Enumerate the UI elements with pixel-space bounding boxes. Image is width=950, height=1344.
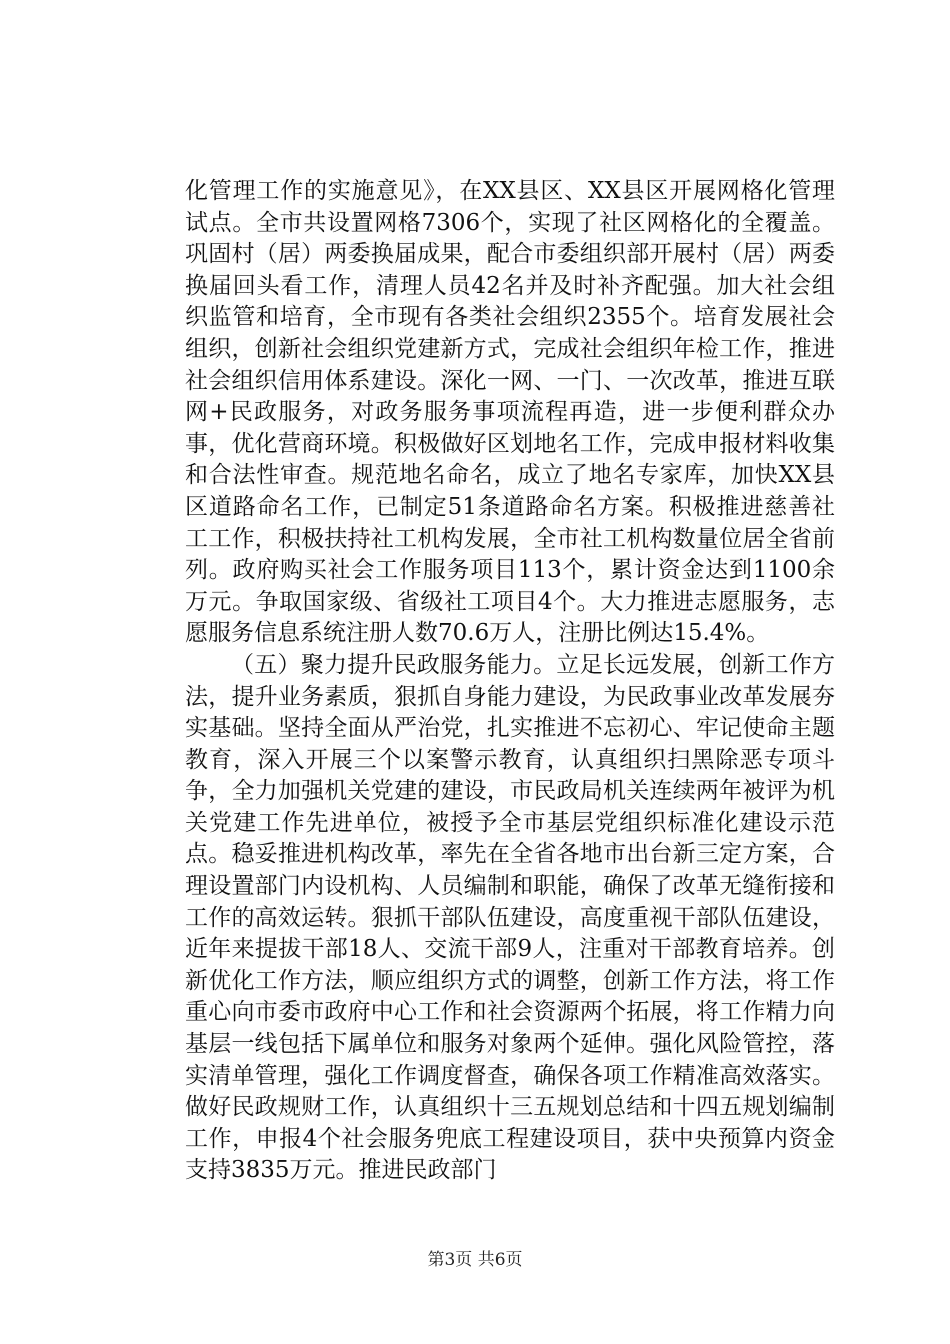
document-body	[185, 176, 835, 1187]
page-number-footer: 第3页 共6页	[427, 1250, 523, 1270]
paragraph-continued: 化管理工作的实施意见》，在XX县区、XX县区开展网格化管理试点。全市共设置网格7306个，实现了社区网格化的全覆盖。巩固村（居）两委换届成果，配合市委组织部开展村（居）两委换届回头看工作，清理人员42名并及时补齐配强。加大社会组织监管和培育，全市现有各类社会组织2355个。培育发展社会组织，创新社会组织党建新方式，完成社会组织年检工作，推进社会组织信用体系建设。深化一网、一门、一次改革，推进互联网+民政服务，对政务服务事项流程再造，进一步便利群众办事，优化营商环境。积极做好区划地名工作，完成申报材料收集和合法性审查。规范地名命名，成立了地名专家库，加快XX县区道路命名工作，已制定51条道路命名方案。积极推进慈善社工工作，积极扶持社工机构发展，全市社工机构数量位居全省前列。政府购买社会工作服务项目113个，累计资金达到1100余万元。争取国家级、省级社工项目4个。大力推进志愿服务，志愿服务信息系统注册人数70.6万人，注册比例达15.4%。	[185, 178, 835, 647]
paragraph-section-five: （五）聚力提升民政服务能力。立足长远发展，创新工作方法，提升业务素质，狠抓自身能力建设，为民政事业改革发展夯实基础。坚持全面从严治党，扎实推进不忘初心、牢记使命主题教育，深入开展三个以案警示教育，认真组织扫黑除恶专项斗争，全力加强机关党建的建设，市民政局机关连续两年被评为机关党建工作先进单位，被授予全市基层党组织标准化建设示范点。稳妥推进机构改革，率先在全省各地市出台新三定方案，合理设置部门内设机构、人员编制和职能，确保了改革无缝衔接和工作的高效运转。狠抓干部队伍建设，高度重视干部队伍建设，近年来提拔干部18人、交流干部9人，注重对干部教育培养。创新优化工作方法，顺应组织方式的调整，创新工作方法，将工作重心向市委市政府中心工作和社会资源两个拓展，将工作精力向基层一线包括下属单位和服务对象两个延伸。强化风险管控，落实清单管理，强化工作调度督查，确保各项工作精准高效落实。做好民政规财工作，认真组织十三五规划总结和十四五规划编制工作，申报4个社会服务兜底工程建设项目，获中央预算内资金支持3835万元。推进民政部门	[185, 651, 835, 1184]
